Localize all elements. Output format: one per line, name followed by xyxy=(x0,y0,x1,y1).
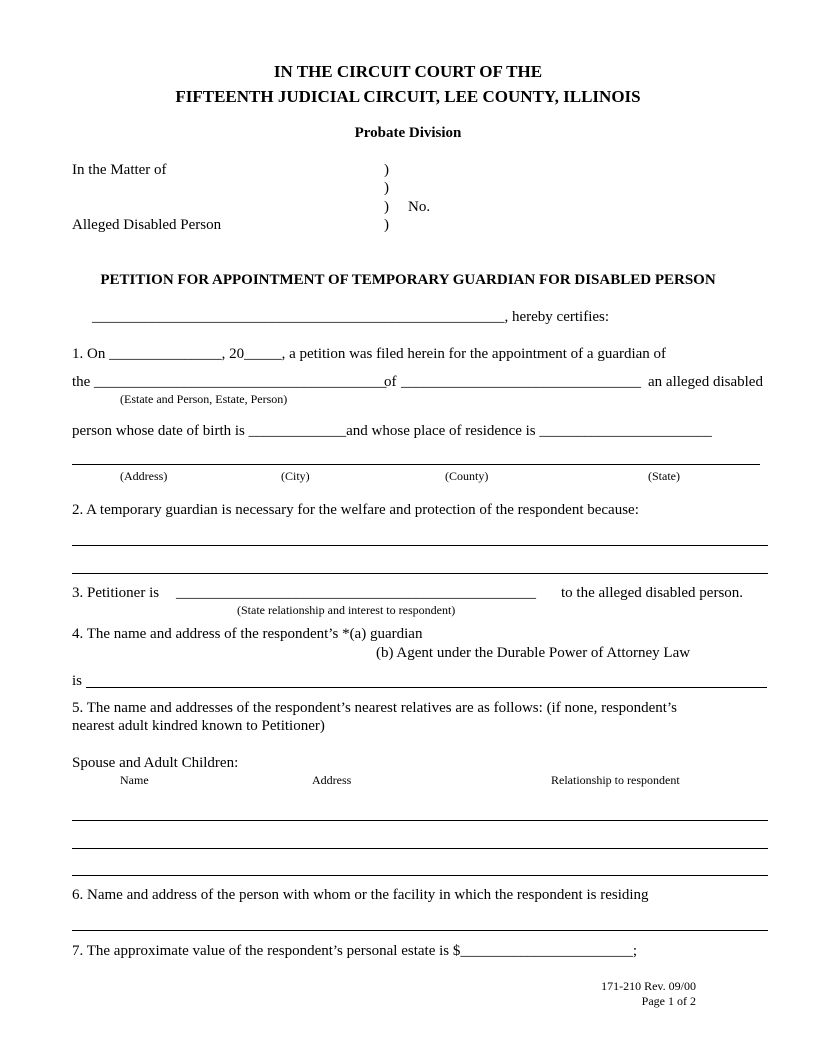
item4-text: 4. The name and address of the respondent’s *(a) guardian xyxy=(72,626,423,642)
residence-facility-line[interactable] xyxy=(72,930,768,931)
column-relationship: Relationship to respondent xyxy=(551,773,680,787)
item4-option-b: (b) Agent under the Durable Power of Attorney Law xyxy=(376,645,691,661)
column-address: Address xyxy=(312,773,352,787)
guardian-agent-line[interactable] xyxy=(86,687,767,688)
item2-text: 2. A temporary guardian is necessary for the welfare and protection of the respondent because: xyxy=(72,502,639,518)
item5-line2: nearest adult kindred known to Petitioner) xyxy=(72,718,325,734)
item6-text: 6. Name and address of the person with whom or the facility in which the respondent is residing xyxy=(72,887,649,903)
item7-label: 7. The approximate value of the respondent’s personal estate is $ xyxy=(72,943,461,959)
item1-text: 1. On _______________, 20_____, a petition was filed herein for the appointment of a guardian of xyxy=(72,346,667,362)
estate-value-blank[interactable]: _______________________ xyxy=(460,943,633,959)
relative-line[interactable] xyxy=(72,848,768,849)
petitioner-name-underscores: _______________________________________________________ xyxy=(92,309,505,325)
item7-text xyxy=(72,943,637,960)
city-caption: (City) xyxy=(281,469,310,483)
case-number-label: No. xyxy=(408,199,431,215)
address-caption: (Address) xyxy=(120,469,168,483)
reason-line[interactable] xyxy=(72,545,768,546)
residence-address-line[interactable] xyxy=(72,464,760,465)
relative-line[interactable] xyxy=(72,875,768,876)
estate-type-caption: (Estate and Person, Estate, Person) xyxy=(120,392,288,406)
division-label: Probate Division xyxy=(354,125,462,141)
petitioner-name-blank[interactable] xyxy=(92,309,609,326)
item1-the: the xyxy=(72,374,91,390)
matter-of-label: In the Matter of xyxy=(72,162,167,178)
alleged-disabled-label: Alleged Disabled Person xyxy=(72,217,222,233)
form-number: 171-210 Rev. 09/00 xyxy=(601,979,696,993)
item4-is: is xyxy=(72,673,83,689)
certifies-text: , hereby certifies: xyxy=(504,309,610,325)
item1-disabled-text: an alleged disabled xyxy=(648,374,763,390)
relationship-caption: (State relationship and interest to respondent) xyxy=(237,603,456,617)
caption-paren: ) xyxy=(384,162,389,178)
reason-line[interactable] xyxy=(72,573,768,574)
court-heading-line1: IN THE CIRCUIT COURT OF THE xyxy=(273,62,543,81)
respondent-name-blank[interactable]: ________________________________ xyxy=(401,374,641,390)
caption-paren: ) xyxy=(384,199,389,215)
item5-line1: 5. The name and addresses of the respondent’s nearest relatives are as follows: (if none, respondent’s xyxy=(72,700,677,716)
page-number: Page 1 of 2 xyxy=(641,994,696,1008)
item3-text: 3. Petitioner is xyxy=(72,585,160,601)
item3-text-end: to the alleged disabled person. xyxy=(561,585,744,601)
estate-type-blank[interactable]: _______________________________________ xyxy=(94,374,387,390)
court-heading-line2: FIFTEENTH JUDICIAL CIRCUIT, LEE COUNTY, ILLINOIS xyxy=(175,87,641,106)
relationship-blank[interactable]: ________________________________________________ xyxy=(176,585,536,601)
item7-end: ; xyxy=(632,943,638,959)
column-name: Name xyxy=(120,773,149,787)
relative-line[interactable] xyxy=(72,820,768,821)
dob-residence-text: person whose date of birth is _____________and whose place of residence is _______________________ xyxy=(72,423,712,439)
spouse-children-label: Spouse and Adult Children: xyxy=(72,755,239,771)
item1-of: of xyxy=(384,374,397,390)
caption-paren: ) xyxy=(384,217,389,233)
state-caption: (State) xyxy=(648,469,680,483)
petition-title: PETITION FOR APPOINTMENT OF TEMPORARY GUARDIAN FOR DISABLED PERSON xyxy=(100,272,716,288)
county-caption: (County) xyxy=(445,469,489,483)
caption-paren: ) xyxy=(384,180,389,196)
